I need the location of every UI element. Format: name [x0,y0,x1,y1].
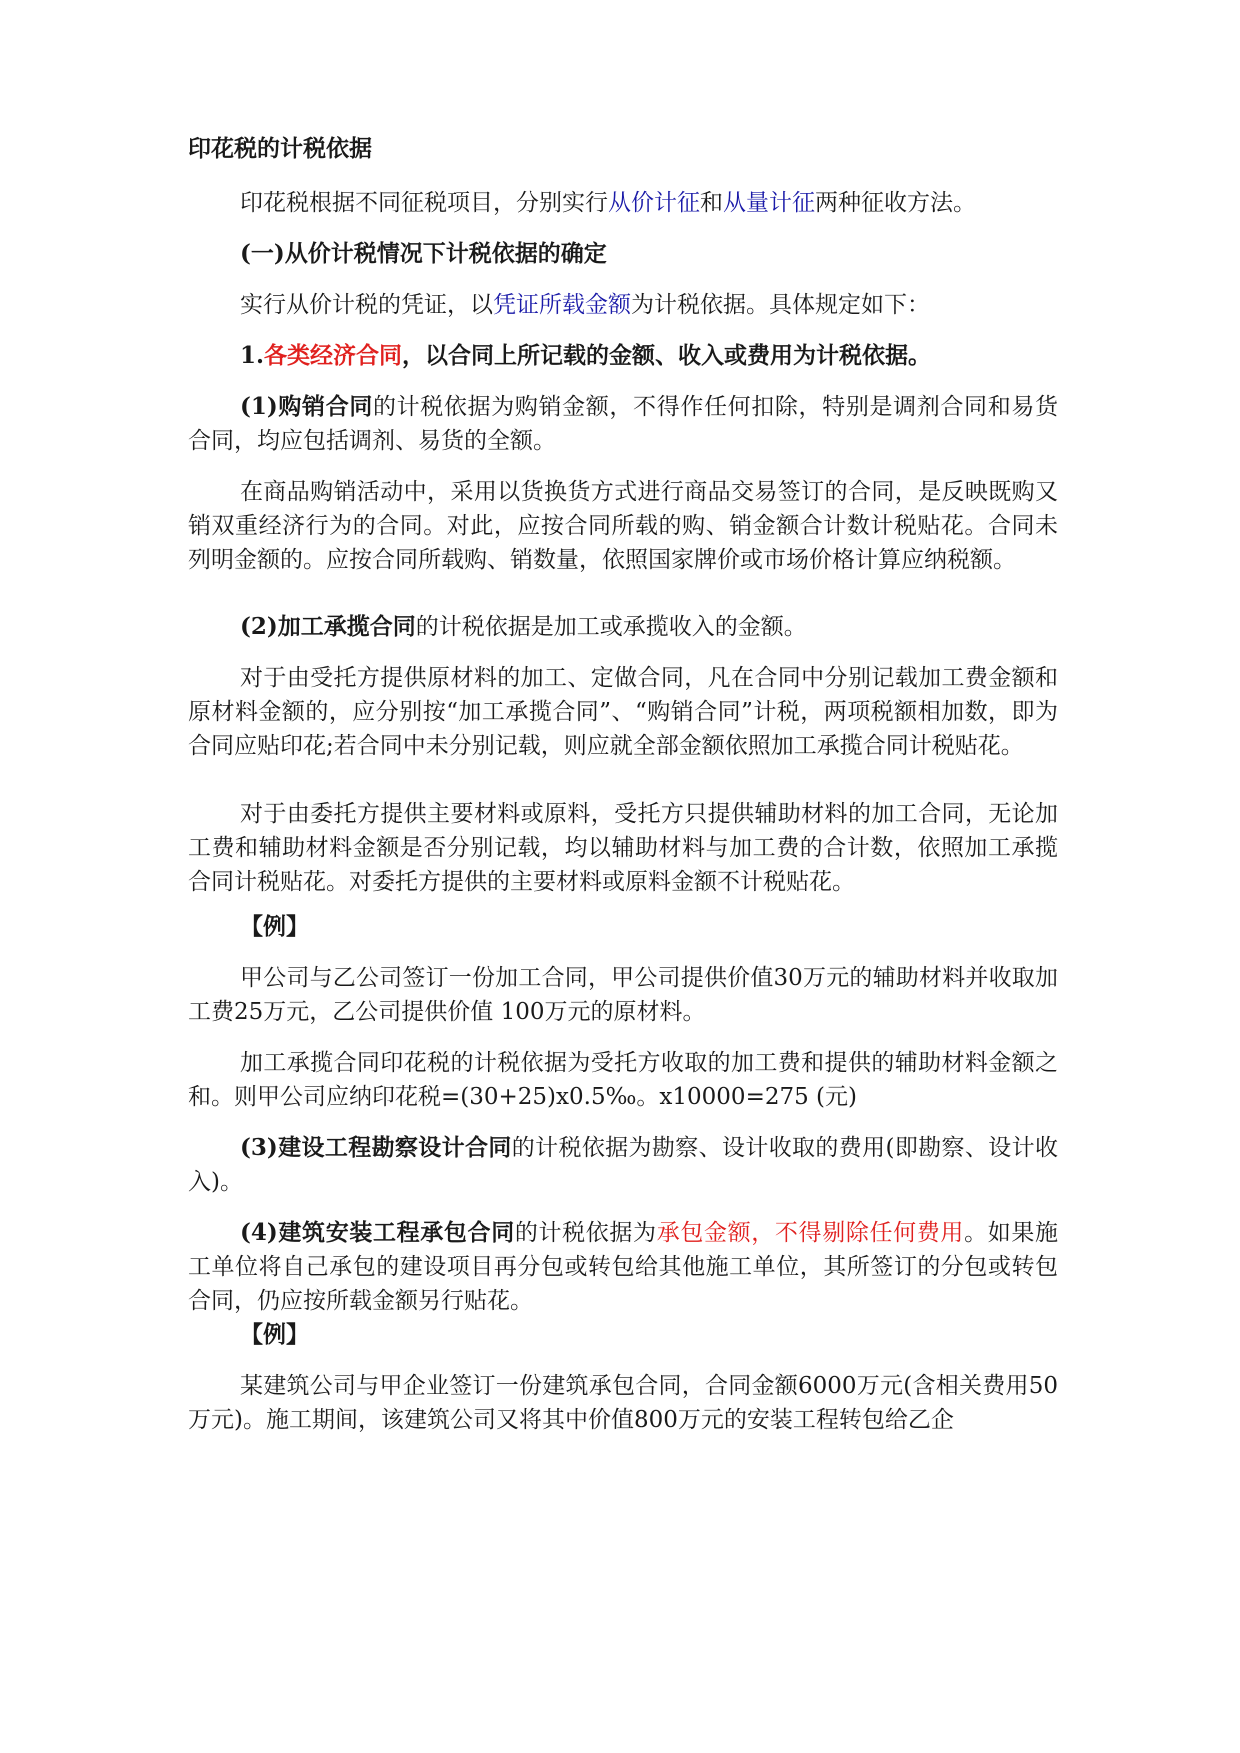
example-1-calculation: 加工承揽合同印花税的计税依据为受托方收取的加工费和提供的辅助材料金额之和。则甲公司应纳印花税=(30+25)x0.5‰。x10000=275 (元) [188,1050,1058,1110]
quantity-based-link[interactable]: 从量计征 [723,190,815,216]
example-2-text: 某建筑公司与甲企业签订一份建筑承包合同，合同金额6000万元(含相关费用50万元)。施工期间，该建筑公司又将其中价值800万元的安装工程转包给乙企 [188,1373,1058,1433]
voucher-amount-link[interactable]: 凭证所载金额 [493,292,631,318]
barter-paragraph: 在商品购销活动中，采用以货换货方式进行商品交易签订的合同，是反映既购又销双重经济行为的合同。对此，应按合同所载的购、销金额合计数计税贴花。合同未列明金额的。应按合同所载购、销数量，依照国家牌价或市场价格计算应纳税额。 [188,479,1058,573]
section-heading: (一)从价计税情况下计税依据的确定 [240,240,607,267]
section-intro-text: 实行从价计税的凭证，以 [240,292,493,318]
sub-item-text: 的计税依据为 [514,1220,657,1246]
sub-item-text: 的计税依据为勘察、设计收取的费用(即勘察、设计收入)。 [188,1135,1058,1195]
intro-text-and: 和 [700,190,723,216]
sub-item-text-end: 。如果施工单位将自己承包的建设项目再分包或转包给其他施工单位，其所签订的分包或转包合同，仍应按所载金额另行贴花。 [188,1220,1058,1314]
item-1-heading [188,339,1058,373]
sub-item-label: (1)购销合同 [240,393,373,420]
sub-item-text: 的计税依据为购销金额，不得作任何扣除，特别是调剂合同和易货合同，均应包括调剂、易货的全额。 [188,394,1058,454]
sub-item-highlight: 承包金额，不得剔除任何费用 [656,1220,965,1246]
ad-valorem-link[interactable]: 从价计征 [608,190,700,216]
sub-item-2 [188,610,1058,644]
example-2-label: 【例】 [240,1321,309,1348]
item-text: ，以合同上所记载的金额、收入或费用为计税依据。 [402,342,932,369]
sub-item-3 [188,1131,1058,1199]
document-title: 印花税的计税依据 [188,135,372,162]
sub-item-label: (2)加工承揽合同 [240,613,416,640]
item-number: 1. [240,342,265,369]
sub-item-text: 的计税依据是加工或承揽收入的金额。 [415,614,807,640]
example-1-text: 甲公司与乙公司签订一份加工合同，甲公司提供价值30万元的辅助材料并收取加工费25万元，乙公司提供价值 100万元的原材料。 [188,965,1058,1025]
intro-text: 印花税根据不同征税项目，分别实行 [240,190,608,216]
sub-item-4 [188,1216,1058,1318]
section-intro [188,288,1058,322]
item-highlight: 各类经济合同 [264,342,403,369]
sub-item-1 [188,390,1058,458]
intro-paragraph [188,186,1058,220]
example-1-label: 【例】 [240,913,309,940]
entrusted-paragraph-1: 对于由受托方提供原材料的加工、定做合同，凡在合同中分别记载加工费金额和原材料金额的，应分别按“加工承揽合同”、“购销合同”计税，两项税额相加数，即为合同应贴印花;若合同中未分别记载，则应就全部金额依照加工承揽合同计税贴花。 [188,665,1058,759]
intro-text-end: 两种征收方法。 [815,190,976,216]
entrusted-paragraph-2: 对于由委托方提供主要材料或原料，受托方只提供辅助材料的加工合同，无论加工费和辅助材料金额是否分别记载，均以辅助材料与加工费的合计数，依照加工承揽合同计税贴花。对委托方提供的主要材料或原料金额不计税贴花。 [188,801,1058,895]
section-intro-text-end: 为计税依据。具体规定如下： [631,292,930,318]
sub-item-label: (3)建设工程勘察设计合同 [240,1134,512,1161]
sub-item-label: (4)建筑安装工程承包合同 [240,1219,515,1246]
